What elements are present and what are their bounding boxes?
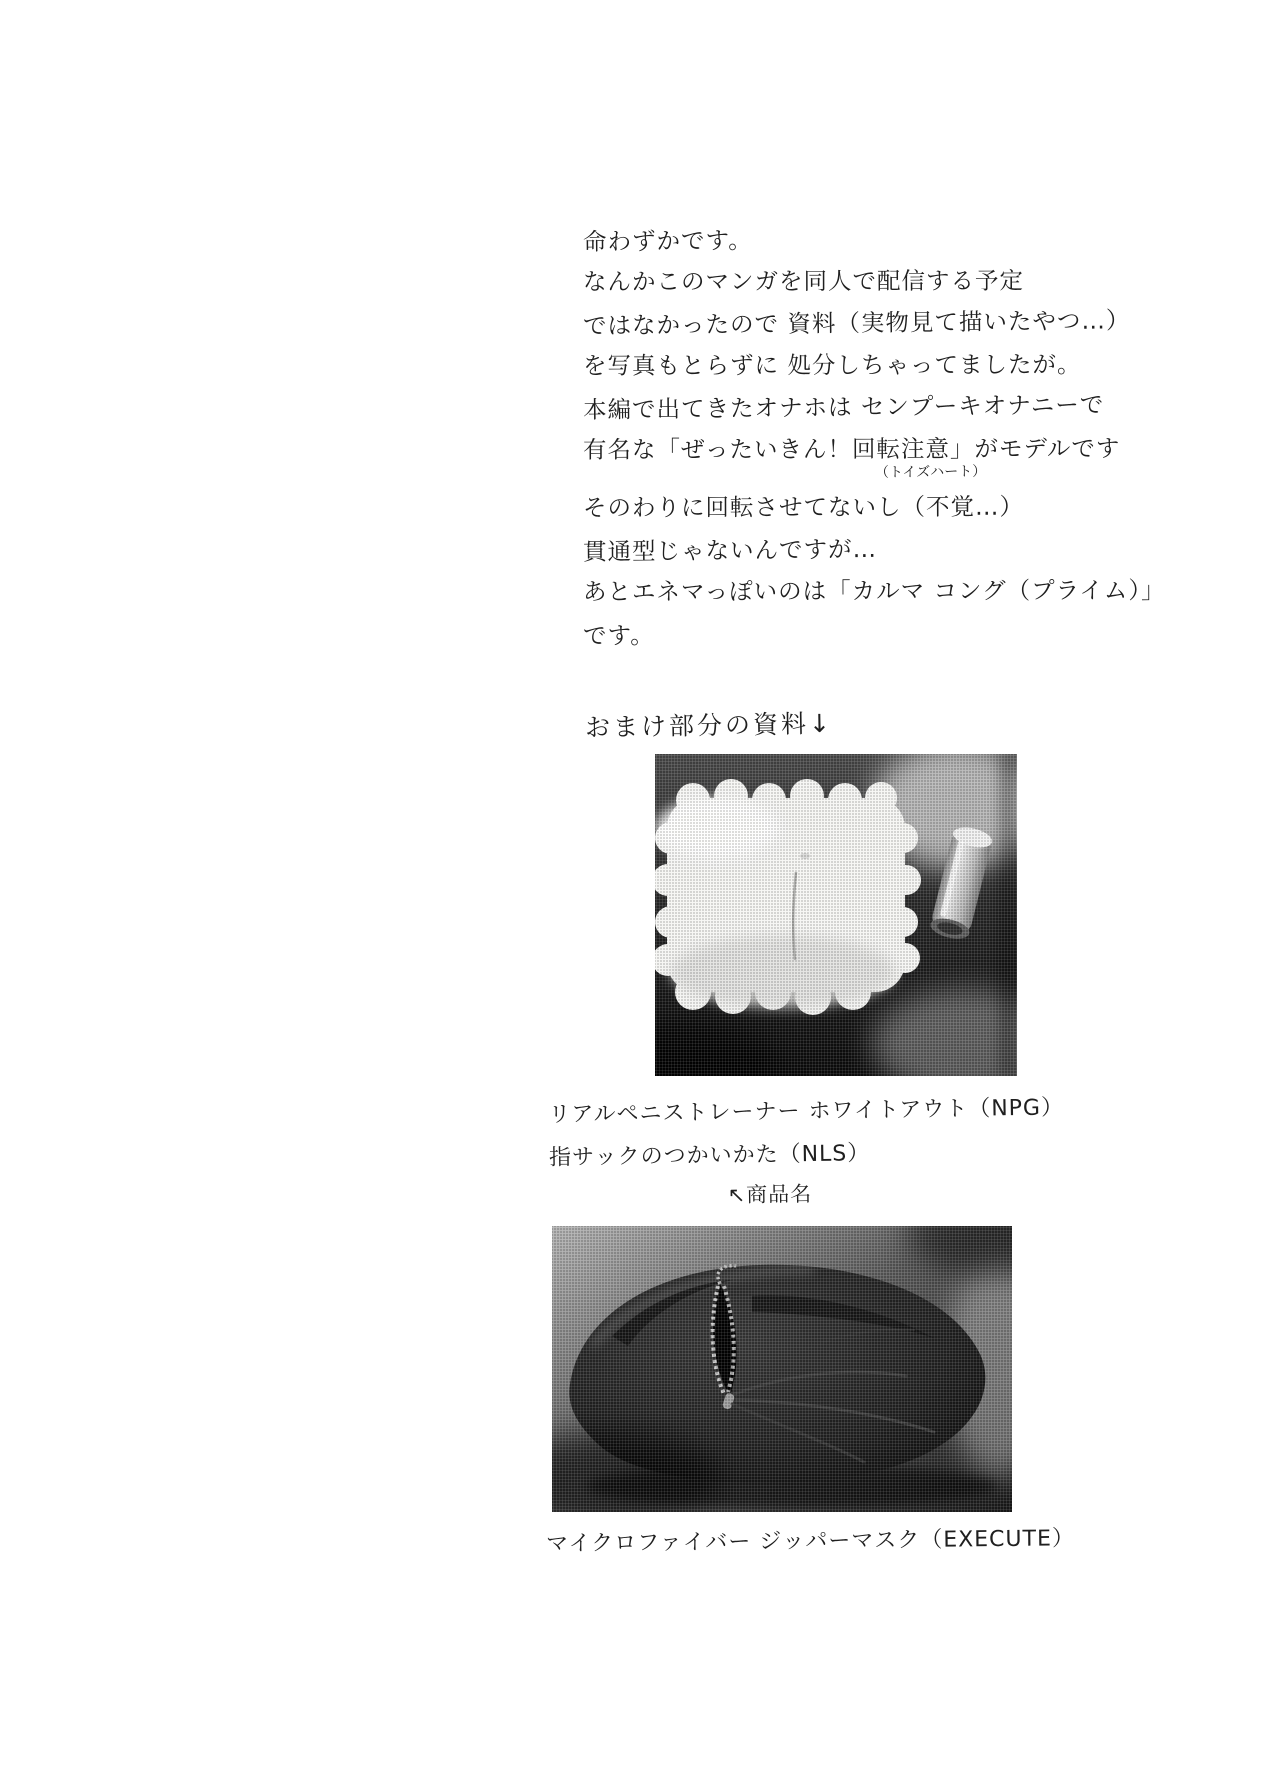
zipper-mask-photo-art: [552, 1226, 1012, 1512]
text-line-7: そのわりに回転させてないし（不覚…）: [582, 492, 1025, 522]
toysheart-note: （トイズハート）: [874, 463, 987, 481]
text-line-1: 命わずかです。: [582, 226, 753, 256]
text-line-2: なんかこのマンガを同人で配信する予定: [582, 266, 1025, 296]
zipper-mask-photo: [552, 1226, 1012, 1512]
product-name-1: リアルペニストレーナー ホワイトアウト（NPG）: [548, 1095, 1065, 1128]
text-line-10: です。: [582, 621, 655, 650]
text-line-9: あとエネマっぽいのは「カルマ コング（プライム）」: [582, 576, 1166, 606]
text-line-5: 本編で出てきたオナホは センプーキオナニーで: [582, 390, 1105, 424]
text-line-6: 有名な「ぜったいきん！回転注意」がモデルです: [582, 434, 1121, 464]
sponge-onahole-shape: [655, 779, 921, 1015]
photo1-captions: [548, 1086, 1065, 1215]
zipper-mask-caption: マイクロファイバー ジッパーマスク（EXECUTE）: [545, 1526, 1076, 1557]
product-name-arrow-note: ↖商品名: [727, 1181, 813, 1208]
onahole-photo-art: [655, 754, 1017, 1076]
text-line-8: 貫通型じゃないんですが…: [582, 534, 878, 566]
afterword-paragraph: [582, 218, 1166, 654]
onahole-reference-photo: [655, 754, 1017, 1076]
text-line-4: を写真もとらずに 処分しちゃってましたが。: [582, 350, 1082, 380]
right-edge-vignette: [999, 754, 1017, 1076]
product-name-2: 指サックのつかいかた（NLS）: [548, 1141, 871, 1171]
text-line-3: ではなかったので 資料（実物見て描いたやつ…）: [582, 306, 1131, 340]
omake-materials-heading: おまけ部分の資料↓: [584, 708, 834, 743]
